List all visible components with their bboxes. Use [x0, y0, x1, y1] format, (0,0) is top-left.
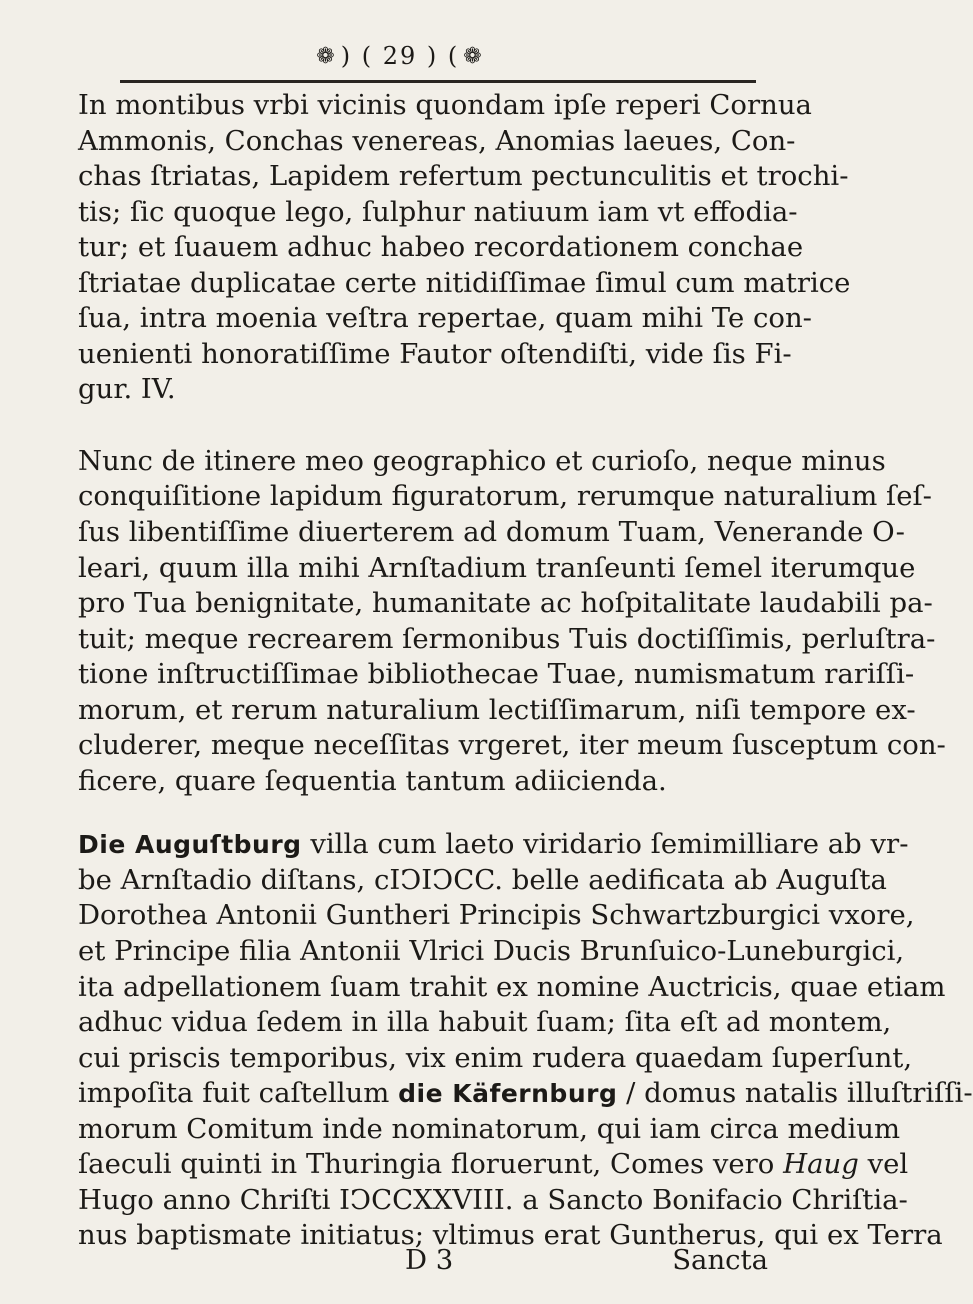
text-line: chas ſtriatas, Lapidem refertum pectunculitis et trochi- — [78, 160, 849, 193]
flower-ornament-icon: ❁ — [316, 43, 337, 69]
line-text-before-italic: ſaeculi quinti in Thuringia floruerunt, Comes vero — [78, 1148, 775, 1181]
line-text-before-blackletter: impoſita fuit caſtellum — [78, 1077, 390, 1110]
text-line: ſtriatae duplicatae certe nitidiſſimae ſimul cum matrice — [78, 266, 851, 299]
text-line: ſus libentiſſime diuerterem ad domum Tuam, Venerande O- — [78, 516, 905, 549]
text-line: Nunc de itinere meo geographico et curioſo, neque minus — [78, 444, 886, 477]
flower-ornament-icon: ❁ — [463, 43, 484, 69]
text-line: cluderer, meque neceſſitas vrgeret, iter meum ſusceptum con- — [78, 729, 946, 762]
text-line: adhuc vidua ſedem in illa habuit ſuam; ſita eſt ad montem, — [78, 1006, 892, 1039]
signature-mark: D 3 — [405, 1244, 454, 1276]
text-line: In montibus vrbi vicinis quondam ipſe reperi Cornua — [78, 89, 812, 121]
text-line: Dorothea Antonii Guntheri Principis Schwartzburgici vxore, — [78, 899, 915, 932]
paragraph-2 — [78, 444, 946, 799]
text-line: Die Auguſtburg villa cum laeto viridario ſemimilliare ab vr- — [78, 828, 909, 861]
page-number: ) ( 29 ) ( — [340, 42, 460, 70]
text-line — [78, 1076, 973, 1112]
page-header — [0, 36, 800, 76]
text-line: tur; et ſuauem adhuc habeo recordationem conchae — [78, 231, 804, 264]
page-footer — [78, 1244, 768, 1284]
italic-word: Haug — [783, 1148, 859, 1181]
text-body — [78, 88, 973, 1254]
blackletter-name: Die Auguſtburg — [78, 830, 302, 860]
paragraph-1 — [78, 88, 851, 408]
header-rule — [120, 80, 756, 83]
text-line — [78, 1147, 909, 1183]
text-line: morum, et rerum naturalium lectiſſimarum, niſi tempore ex- — [78, 693, 916, 726]
text-line: ficere, quare ſequentia tantum adiicienda. — [78, 764, 667, 797]
line-text-after-italic: vel — [867, 1148, 909, 1181]
text-line: cui priscis temporibus, vix enim rudera quaedam ſuperſunt, — [78, 1041, 913, 1074]
text-line: ita adpellationem ſuam trahit ex nomine Auctricis, quae etiam — [78, 970, 946, 1003]
text-line: ſua, intra moenia veſtra repertae, quam mihi Te con- — [78, 302, 812, 335]
text-line: tis; ſic quoque lego, ſulphur natiuum iam vt effodia- — [78, 195, 798, 228]
text-line: morum Comitum inde nominatorum, qui iam circa medium — [78, 1112, 901, 1145]
text-line: et Principe filia Antonii Vlrici Ducis Brunſuico-Luneburgici, — [78, 935, 905, 968]
text-line: tuit; meque recrearem ſermonibus Tuis doctiſſimis, perluſtra- — [78, 622, 936, 655]
text-line: pro Tua benignitate, humanitate ac hoſpitalitate laudabili pa- — [78, 587, 933, 620]
blackletter-name: die Käfernburg — [398, 1079, 618, 1109]
text-line: be Arnſtadio diſtans, cIↃIↃCC. belle aedificata ab Auguſta — [78, 863, 887, 896]
text-line: nus baptismate initiatus; vltimus erat Guntherus, qui ex Terra — [78, 1219, 943, 1252]
text-line: Hugo anno Chriſti IↃCCXXVIII. a Sancto Bonifacio Chriſtia- — [78, 1183, 908, 1216]
text-line: tione inſtructiſſimae bibliothecae Tuae, numismatum rariſſi- — [78, 658, 915, 691]
text-line: Ammonis, Conchas venereas, Anomias laeues, Con- — [78, 124, 796, 157]
line-text-after-blackletter: / domus natalis illuſtriſſi- — [626, 1077, 973, 1110]
text-line: conquiſitione lapidum figuratorum, rerumque naturalium ſeſ- — [78, 480, 932, 513]
catchword: Sancta — [672, 1244, 768, 1276]
paragraph-3 — [78, 827, 973, 1254]
text-line: uenienti honoratiſſime Fautor oſtendiſti, vide ſis Fi- — [78, 337, 792, 370]
text-line: leari, quum illa mihi Arnſtadium tranſeunti ſemel iterumque — [78, 551, 916, 584]
text-line: gur. IV. — [78, 373, 176, 406]
